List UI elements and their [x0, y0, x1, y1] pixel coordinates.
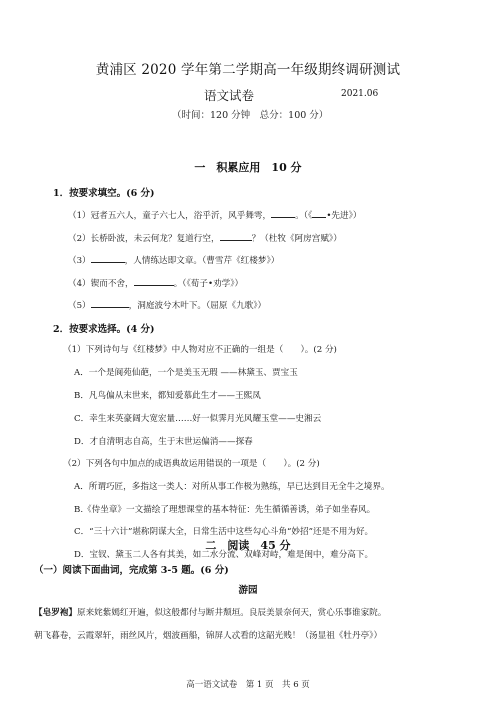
q2-sub2-stem: （2）下列各句中加点的成语典故运用错误的一项是（ ）。(2 分): [63, 459, 320, 469]
poem-line-1: 【皂罗袍】原来姹紫嫣红开遍，似这般都付与断井颓垣。良辰美景奈何天，赏心乐事谁家院。: [34, 608, 387, 618]
q1-line-5: （5） ，洞庭波兮木叶下。（屈原《九歌》）: [68, 298, 266, 311]
answer-blank: [91, 253, 125, 263]
section2-title-visible: 二 阅读 45 分: [205, 539, 291, 552]
q2-sub1-option-c: C．幸生来英豪阔大宽宏量……好一似霁月光风耀玉堂——史湘云: [74, 414, 322, 424]
answer-blank: [91, 298, 129, 308]
answer-blank: [271, 208, 295, 218]
q1-heading: 1．按要求填空。(6 分): [53, 188, 155, 199]
q1-line-3: （3） ，人情练达即文章。（曹雪芹《红楼梦》）: [68, 253, 279, 266]
q2-sub2-option-b: B.《侍坐章》一文描绘了理想课堂的基本特征：先生循循善诱，弟子如坐春风。: [74, 505, 376, 515]
q1-line-1: （1）冠者五六人，童子六七人，浴乎沂，风乎舞雩， 。（《 •先进》）: [68, 208, 361, 221]
q2-heading: 2．按要求选择。(4 分): [53, 324, 155, 335]
section1-title: 一 积累应用 10 分: [194, 161, 302, 174]
q1-line-2: （2）长桥卧波，未云何龙？复道行空， ？（杜牧《阿房宫赋》）: [68, 231, 342, 244]
exam-title: 黄浦区 2020 学年第二学期高一年级期终调研测试: [95, 62, 401, 78]
poem-title: 游园: [238, 585, 258, 596]
exam-subject: 语文试卷: [204, 88, 255, 103]
q2-sub1-stem: （1）下列诗句与《红楼梦》中人物对应不正确的一组是（ ）。(2 分): [63, 345, 337, 355]
q1-line-4: （4）锲而不舍， 。（《荀子•劝学》）: [68, 276, 243, 289]
answer-blank: [220, 231, 252, 241]
answer-blank: [134, 276, 174, 286]
section2-part1: （一）阅读下面曲词，完成第 3-5 题。(6 分): [34, 565, 229, 576]
poem-line-2: 朝飞暮卷，云霞翠轩，雨丝风片，烟波画船，锦屏人忒看的这韶光贱！（汤显祖《牡丹亭》）: [34, 631, 383, 641]
exam-meta: （时间：120 分钟 总分：100 分）: [172, 110, 329, 121]
exam-date: 2021.06: [341, 89, 379, 99]
q2-sub2-option-c: C．“三十六计”堪称阴谋大全，日常生活中这些勾心斗角“妙招”还是不用为好。: [74, 527, 374, 537]
q2-sub1-option-a: A．一个是阆苑仙葩，一个是美玉无瑕 ——林黛玉、贾宝玉: [74, 368, 298, 378]
page-footer: 高一语文试卷 第 1 页 共 6 页: [186, 680, 310, 690]
q2-sub1-option-d: D．才自清明志自高，生于末世运偏消——探春: [74, 437, 253, 447]
q2-sub1-option-b: B．凡鸟偏从末世来，都知爱慕此生才——王熙凤: [74, 391, 261, 401]
q2-sub2-option-a: A．所谓巧匠，多指这一类人：对所从事工作极为熟练，早已达到目无全牛之境界。: [74, 482, 390, 492]
poem-tag: 【皂罗袍】: [34, 608, 77, 618]
answer-blank: [312, 208, 326, 218]
q2-sub2-option-d: D．宝钗、黛玉二人各有其美，如二水分流、双峰对峙，难是闺中，难分高下。: [74, 550, 374, 560]
